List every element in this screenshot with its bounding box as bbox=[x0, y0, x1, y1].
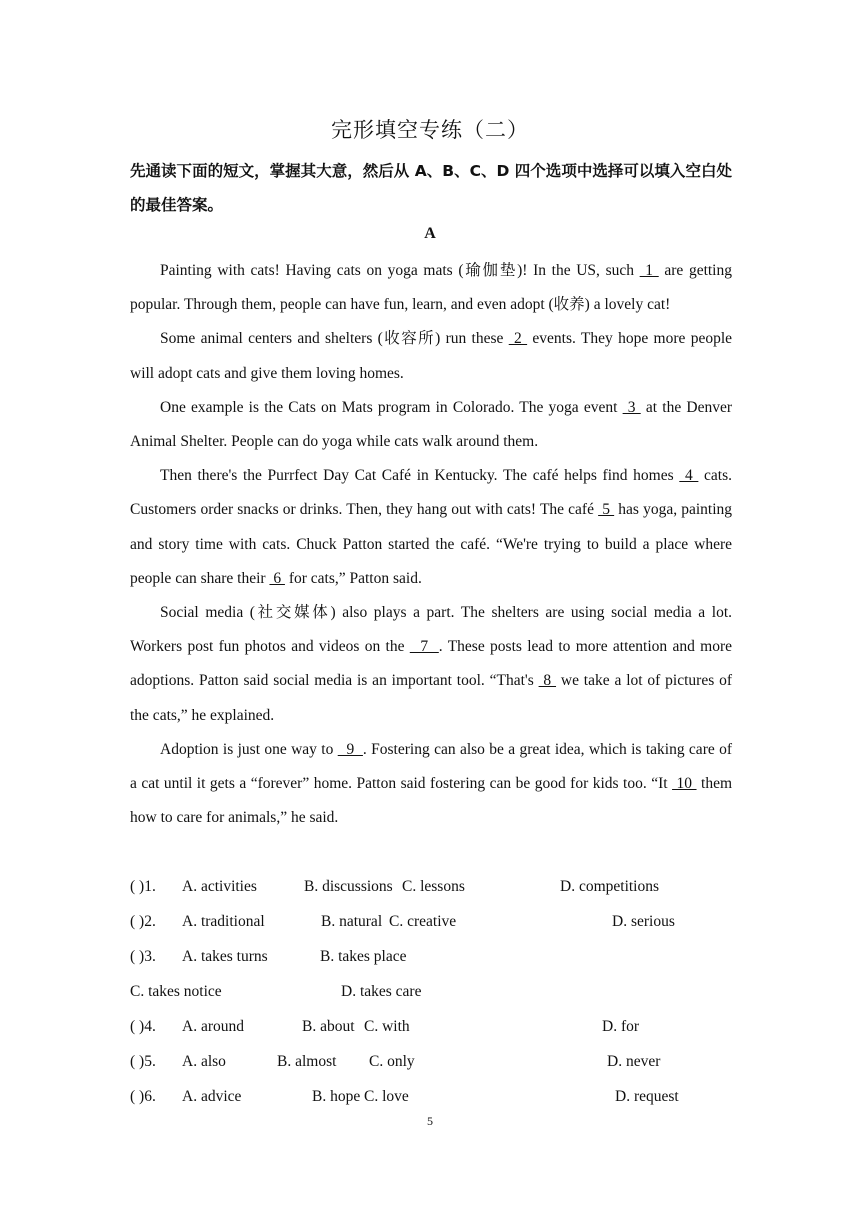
option-d: D. for bbox=[602, 1018, 640, 1035]
option-a: A. traditional bbox=[182, 913, 265, 930]
page-title: 完形填空专练（二） bbox=[331, 118, 529, 142]
answer-bracket: ( )6. bbox=[130, 1088, 156, 1105]
option-c: C. creative bbox=[389, 913, 457, 930]
paragraph-1: Painting with cats! Having cats on yoga mats (瑜伽垫)! In the US, such 1 are getting popular. Through them, people can have fun, learn, and even adopt (收养) a lovely cat! bbox=[130, 262, 732, 314]
option-d: D. takes care bbox=[341, 983, 422, 1000]
option-d: D. serious bbox=[612, 913, 675, 930]
option-d: D. never bbox=[607, 1053, 661, 1070]
question-3-options-continued bbox=[130, 974, 732, 1009]
option-c: C. love bbox=[364, 1088, 409, 1105]
option-c: C. lessons bbox=[402, 878, 465, 895]
blank-3: 3 bbox=[622, 398, 641, 416]
blank-8: 8 bbox=[538, 672, 557, 690]
option-b: B. about bbox=[302, 1018, 355, 1035]
paragraph-2: Some animal centers and shelters (收容所) run these 2 events. They hope more people will adopt cats and give them loving homes. bbox=[130, 330, 733, 382]
answer-bracket: ( )1. bbox=[130, 878, 156, 895]
paragraph-4: Then there's the Purrfect Day Cat Café in Kentucky. The café helps find homes 4 cats. Customers order snacks or drinks. Then, they hang out with cats! The café 5 has yoga, painting and story time with cats. Chuck Patton started the café. “We're trying to build a place where people can share their 6 for cats,” Patton said. bbox=[130, 467, 733, 587]
blank-6: 6 bbox=[269, 569, 285, 587]
passage bbox=[130, 254, 732, 835]
option-b: B. hope bbox=[312, 1088, 361, 1105]
option-a: A. advice bbox=[182, 1088, 242, 1105]
blank-5: 5 bbox=[598, 501, 615, 519]
option-d: D. competitions bbox=[560, 878, 660, 895]
option-a: A. also bbox=[182, 1053, 226, 1070]
question-5-options bbox=[130, 1044, 732, 1079]
option-c: C. takes notice bbox=[130, 983, 222, 1000]
option-c: C. with bbox=[364, 1018, 410, 1035]
answer-bracket: ( )4. bbox=[130, 1018, 156, 1035]
question-4-options bbox=[130, 1009, 732, 1044]
blank-7: 7 bbox=[409, 638, 439, 656]
answer-bracket: ( )5. bbox=[130, 1053, 156, 1070]
option-a: A. activities bbox=[182, 878, 257, 895]
option-a: A. around bbox=[182, 1018, 244, 1035]
paragraph-6: Adoption is just one way to 9 . Fostering can also be a great idea, which is taking care of a cat until it gets a “forever” home. Patton said fostering can be good for kids too. “It 10 them how to care for animals,” he said. bbox=[130, 740, 733, 827]
question-6-options bbox=[130, 1079, 732, 1114]
option-b: B. natural bbox=[321, 913, 383, 930]
paragraph-3: One example is the Cats on Mats program in Colorado. The yoga event 3 at the Denver Animal Shelter. People can do yoga while cats walk around them. bbox=[130, 398, 732, 451]
blank-9: 9 bbox=[337, 740, 363, 758]
page-number: 5 bbox=[427, 1114, 433, 1128]
option-b: B. almost bbox=[277, 1053, 337, 1070]
question-3-options bbox=[130, 939, 732, 974]
question-2-options bbox=[130, 904, 732, 939]
section-label: A bbox=[424, 225, 436, 242]
option-d: D. request bbox=[615, 1088, 679, 1105]
blank-1: 1 bbox=[639, 262, 659, 279]
option-c: C. only bbox=[369, 1053, 415, 1070]
blank-10: 10 bbox=[672, 775, 697, 793]
option-b: B. takes place bbox=[320, 948, 407, 965]
question-1-options bbox=[130, 869, 732, 904]
blank-4: 4 bbox=[679, 467, 699, 485]
option-b: B. discussions bbox=[304, 878, 393, 895]
blank-2: 2 bbox=[508, 330, 528, 348]
option-a: A. takes turns bbox=[182, 948, 268, 965]
answer-bracket: ( )2. bbox=[130, 913, 156, 930]
paragraph-5: Social media (社交媒体) also plays a part. The shelters are using social media a lot. Workers post fun photos and videos on the 7 . These posts lead to more attention and more adoptions. Patton said social media is an important tool. “That's 8 we take a lot of pictures of the cats,” he explained. bbox=[130, 604, 732, 724]
instructions: 先通读下面的短文，掌握其大意，然后从 A、B、C、D 四个选项中选择可以填入空白处的最佳答案。 bbox=[130, 162, 732, 214]
answer-bracket: ( )3. bbox=[130, 948, 156, 965]
answer-options bbox=[130, 869, 732, 1114]
